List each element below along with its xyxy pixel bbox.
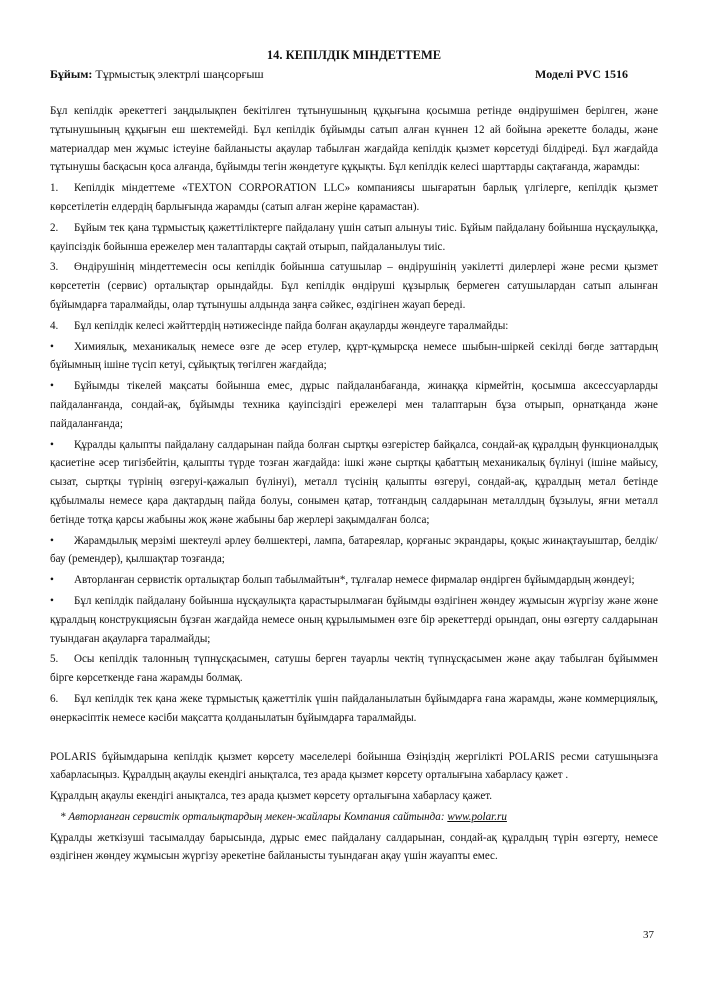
- bullet-clause: [50, 377, 658, 433]
- bullet-icon: •: [50, 380, 54, 393]
- bullet-clause: [50, 571, 658, 590]
- numbered-clause: [50, 690, 658, 728]
- bullet-icon: •: [50, 574, 54, 587]
- warranty-body: [50, 102, 658, 728]
- clause-text: Осы кепілдік талонның түпнұсқасымен, сатушы берген тауарлы чектің түпнұсқасымен және ақау табылған бұйыммен бірге көрсеткенде ғана жарамды болмақ.: [50, 653, 658, 685]
- bullet-icon: •: [50, 438, 54, 451]
- clause-text: Бұйымды тікелей мақсаты бойынша емес, дұрыс пайдаланбағанда, жинаққа кірмейтін, қосымша аксессуарларды пайдаланғанда, сондай-ақ, бұйымды техника қауіпсіздігі ережелері мен талаптарын бұза отырып, орнатқанда және пайдаланғанда;: [50, 380, 658, 430]
- page-title: 14. КЕПІЛДІК МІНДЕТТЕМЕ: [266, 48, 442, 62]
- warranty-page: [50, 48, 658, 868]
- clause-text: Авторланған сервистік орталықтар болып табылмайтын*, тұлғалар немесе фирмалар өндірген бұйымдардың жөндеуі;: [74, 574, 635, 587]
- bullet-clause: [50, 592, 658, 648]
- bullet-clause: [50, 338, 658, 376]
- product-model: Моделі PVC 1516: [535, 67, 628, 81]
- clause-number: 4.: [50, 319, 59, 332]
- liability-paragraph: Құралды жеткізуші тасымалдау барысында, дұрыс емес пайдалану салдарынан, сондай-ақ құралдың түрін өзгерту, немесе өздігінен жөндеу жұмысын жүргізу әрекетіне байланысты туындаған ақау үшін жауапты емес.: [50, 831, 658, 863]
- clause-text: Өндірушінің міндеттемесін осы кепілдік бойынша сатушылар – өндірушінің уәкілетті дилерлері және ресми қызмет көрсететін (сервис) орталықтар орындайды. Бұл кепілдік өндіруші құзырлық бермеген сатушылардан сатып алынған бұйымдарға таралмайды, олар тұтынушы алдында заңға сәйкес, өздігінен жауап береді.: [50, 261, 658, 311]
- clause-text: Бұл кепілдік пайдалану бойынша нұсқаулықта қарастырылмаған бұйымды өздігінен жөндеу жұмысын жүргізу және жөне құралдың конструкциясын бұзған жағдайда немесе оның құрылымымен өзге бір әрекеттерді орындап, оны өзгерту салдарынан туындаған ақауларға таралмайды;: [50, 594, 658, 645]
- company-website-link[interactable]: www.polar.ru: [447, 810, 507, 823]
- product-name: Тұрмыстық электрлі шаңсорғыш: [95, 67, 264, 81]
- clause-text: Бұл кепілдік келесі жәйттердің нәтижесінде пайда болған ақауларды жөндеуге таралмайды:: [74, 319, 509, 332]
- clause-text: Кепілдік міндеттеме «TEXTON CORPORATION LLC» компаниясы шығаратын барлық үлгілерге, кепілдік қызмет көрсетілетін елдердің барлығында жарамды (сатып алған жеріне қарамастан).: [50, 182, 658, 213]
- clause-number: 5.: [50, 653, 59, 666]
- bullet-icon: •: [50, 594, 54, 607]
- product-row: [50, 67, 658, 82]
- clause-number: 3.: [50, 261, 59, 274]
- clause-text: Бұйым тек қана тұрмыстық қажеттіліктерге пайдалану үшін сатып алынуы тиіс. Бұйым пайдалану бойынша нұсқаулыққа, қауіпсіздік бойынша ережелер мен талаптарды сақтай отырып, пайдаланылуы тиіс.: [50, 221, 658, 253]
- clause-text: Химиялық, механикалық немесе өзге де әсер етулер, құрт-құмырсқа немесе шыбын-шіркей секілді бөгде заттардың бұйымның ішіне түсіп кетуі, сұйықтық төгілген жағдайда;: [50, 340, 658, 372]
- numbered-clause: [50, 179, 658, 217]
- clause-text: Жарамдылық мерзімі шектеулі әрлеу бөлшектері, лампа, батареялар, қорғаныс экрандары, қоқыс жинақтауыштар, белдік/бау (ремендер), қылшақтар тозғанда;: [50, 534, 658, 566]
- clause-text: Құралды қалыпты пайдалану салдарынан пайда болған сыртқы өзгерістер байқалса, сондай-ақ құралдың функционалдық қасиетіне әсер тигізбейтін, қалыпты түрде тозған жағдайда: ішкі және сыртқы қабаттың механикалық бүлінуі (ішіне майысу, сызат, сыртқы түрінің өзгеруі-қажалып бүлінуі), металл түсінің қалыпты өзгеруі, сондай-ақ, құралдың метал бетінде құбылмалы немесе қара дақтардың пайда болуы, сонымен қатар, тотғандың салдарынан металлдың бұзылуы, яғни металл бетінде тотқа қарсы жабыны жоқ және жабыны бар жерлері зақымдалған болса;: [50, 438, 658, 526]
- page-number: 37: [643, 929, 654, 941]
- numbered-clause: [50, 317, 658, 336]
- numbered-clause: [50, 219, 658, 257]
- contact-paragraph: POLARIS бұйымдарына кепілдік қызмет көрсету мәселелері бойынша Өзіңіздің жергілікті POLARIS ресми сатушыңызға хабарласыңыз. Құралдың ақаулы екендігі анықталса, тез арада қызмет көрсету орталығына хабарласу қажет .: [50, 750, 658, 782]
- clause-number: 6.: [50, 692, 59, 705]
- product-label: Бұйым:: [50, 67, 93, 81]
- product-info: [50, 67, 264, 82]
- bullet-icon: •: [50, 340, 54, 353]
- clause-number: 1.: [50, 182, 59, 195]
- note-text: * Авторланған сервистік орталықтардың мекен-жайлары Компания сайтында:: [60, 810, 448, 823]
- bullet-clause: [50, 532, 658, 570]
- bullet-icon: •: [50, 534, 54, 547]
- numbered-clause: [50, 258, 658, 314]
- clause-text: Бұл кепілдік әрекеттегі заңдылықпен бекітілген тұтынушының құқығына қосымша ретінде өндірушімен берілген, және тұтынушының құқығын еш шектемейді. Бұл кепілдік бұйымды сатып алған күннен 12 ай бойына әрекетте болады, және материалдар мен жұмыс істеуіне байланысты ақаулар табылған жағдайда кепілдік қызмет көрсетуді білдіреді. Бұл жағдайда тұтынушы басқасын қоса алғанда, бұйымды тегін жөндетуге құқықты. Бұл кепілдік келесі шарттарды сақтағанда, жарамды:: [50, 105, 658, 174]
- clause-text: Бұл кепілдік тек қана жеке тұрмыстық қажеттілік үшін пайдаланылатын бұйымдарға ғана жарамды, және коммерциялық, өнеркәсіптік немесе кәсіби мақсатта қолданылатын бұйымдарға таралмайды.: [50, 692, 658, 724]
- service-centers-note: [50, 808, 658, 827]
- numbered-clause: [50, 650, 658, 688]
- intro-paragraph: [50, 102, 658, 177]
- bullet-clause: [50, 436, 658, 530]
- service-paragraph: Құралдың ақаулы екендігі анықталса, тез арада қызмет көрсету орталығына хабарласу қажет.: [50, 790, 493, 803]
- warranty-footer: [50, 748, 658, 867]
- clause-number: 2.: [50, 221, 59, 234]
